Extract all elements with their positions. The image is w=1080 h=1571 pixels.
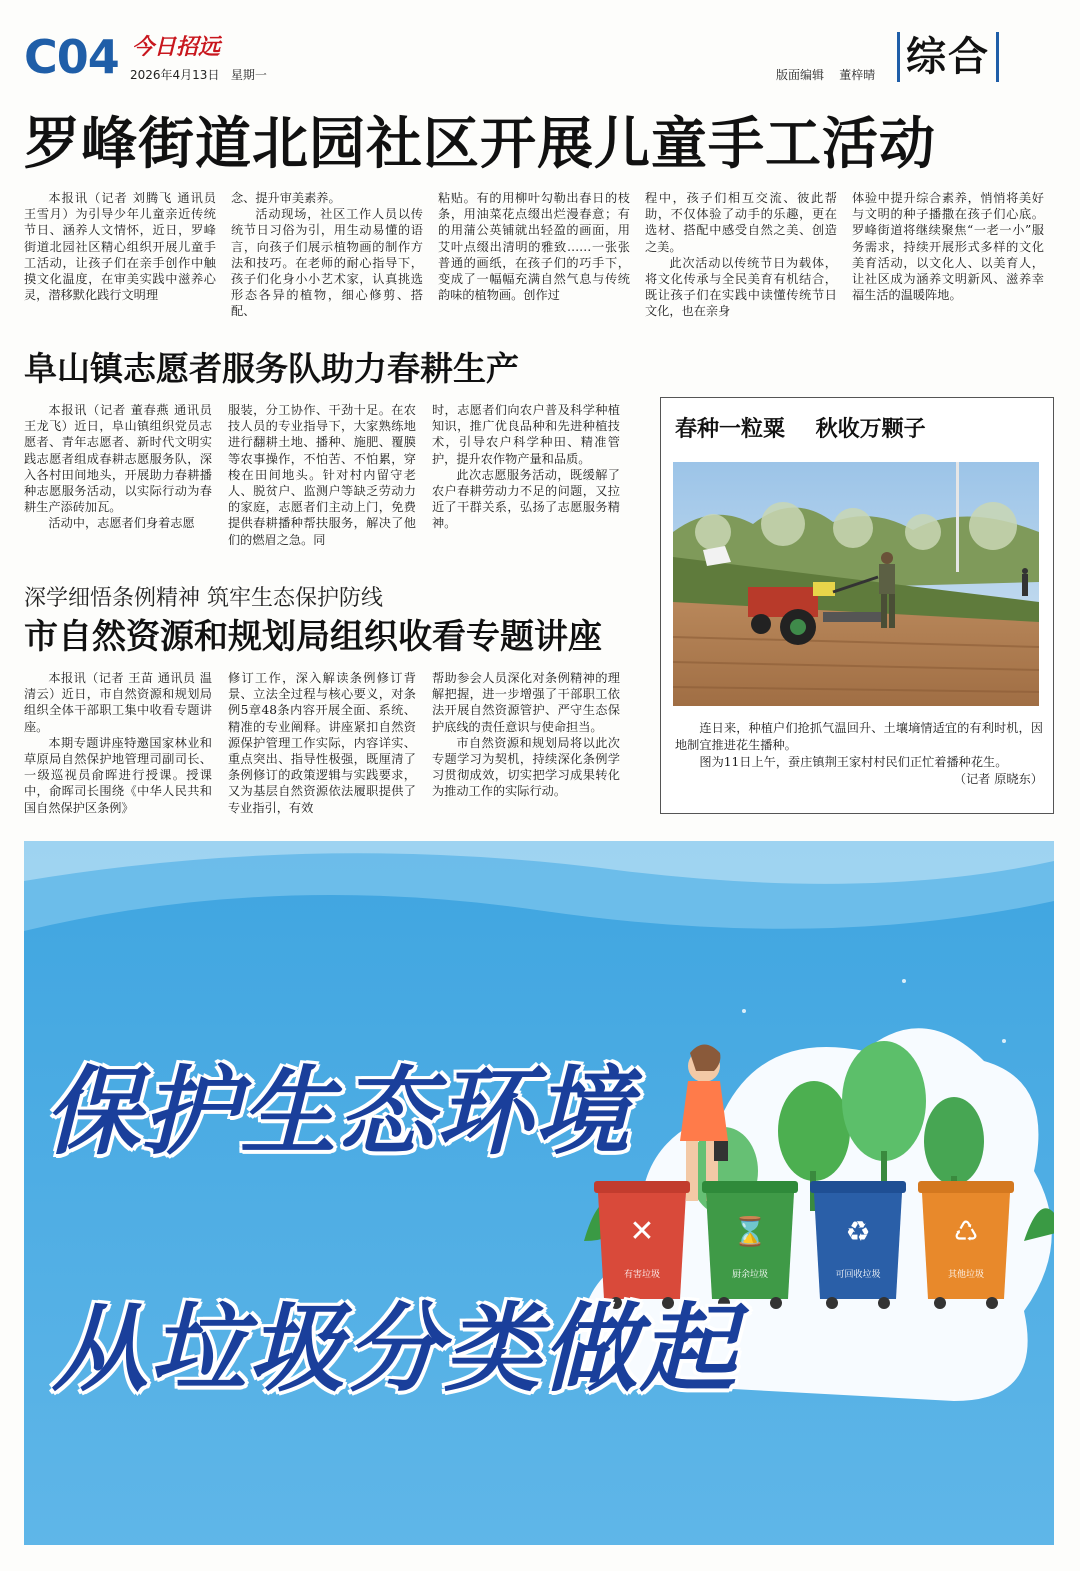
article1-column-1 <box>24 190 216 322</box>
paragraph: 体验中提升综合素养，悄悄将美好与文明的种子播撒在孩子们心底。罗峰街道将继续聚焦“一老一小”服务需求，持续开展形式多样的文化美育活动，以文化人、以美育人，让社区成为涵养文明新风、滋养幸福生活的温暖阵地。 <box>852 191 1044 303</box>
paragraph: 本报讯（记者 董春燕 通讯员 王龙飞）近日，阜山镇组织党员志愿者、青年志愿者、新时代文明实践志愿者组成春耕志愿服务队，深入各村田间地头，开展助力春耕播种志愿服务活动，以实际行动为春耕生产添砖加瓦。 <box>24 403 212 515</box>
article1-column-3 <box>438 190 630 322</box>
paragraph: 修订工作，深入解读条例修订背景、立法全过程与核心要义，对条例5章48条内容开展全面、系统、精准的专业阐释。讲座紧扣自然资源保护管理工作实际，内容详实、重点突出、指导性极强，既厘清了条例修订的政策逻辑与实践要求，又为基层自然资源依法履职提供了专业指引，有效 <box>228 671 416 815</box>
svg-text:♻: ♻ <box>845 1215 871 1248</box>
photo-caption <box>675 720 1043 788</box>
paragraph: 粘贴。有的用柳叶勾勒出春日的枝条，用油菜花点缀出烂漫春意；有的用蒲公英铺就出轻盈的画面，用艾叶点缀出清明的雅致……一张张普通的画纸，在孩子们的巧手下，变成了一幅幅充满自然气息与传统韵味的植物画。创作过 <box>438 191 630 303</box>
article1-title: 罗峰街道北园社区开展儿童手工活动 <box>24 112 936 177</box>
paragraph: 时，志愿者们向农户普及科学种植知识，推广优良品种和先进种植技术，引导农户科学种田、精准管护，提升农作物产量和品质。 <box>432 403 620 466</box>
paragraph: 本报讯（记者 刘腾飞 通讯员 王雪月）为引导少年儿童亲近传统节日、涵养人文情怀，近日，罗峰街道北园社区精心组织开展儿童手工活动，让孩子们在亲手创作中触摸文化温度，在审美实践中滋养心灵，潜移默化践行文明理 <box>24 191 216 303</box>
paragraph: 本期专题讲座特邀国家林业和草原局自然保护地管理司副司长、一级巡视员俞晖进行授课。授课中，俞晖司长围绕《中华人民共和国自然保护区条例》 <box>24 735 212 815</box>
eco-poster <box>24 841 1054 1545</box>
bin-other <box>918 1181 1014 1309</box>
bin-label: 有害垃圾 <box>623 1270 661 1280</box>
paragraph: 程中，孩子们相互交流、彼此帮助，不仅体验了动手的乐趣，更在选材、搭配中感受自然之美、创造之美。 <box>645 191 837 254</box>
bin-label: 可回收垃圾 <box>835 1270 881 1280</box>
issue-weekday: 星期一 <box>230 68 267 82</box>
photo-news-box <box>660 397 1054 814</box>
farming-photo <box>673 462 1039 706</box>
section-marker <box>897 32 999 82</box>
caption-paragraph: 图为11日上午，蚕庄镇荆王家村村民们正忙着播种花生。 <box>699 755 1008 769</box>
article3-column-3 <box>432 670 620 822</box>
poster-slogan-line1: 保护生态环境 <box>44 1056 632 1168</box>
article3-kicker: 深学细悟条例精神 筑牢生态保护防线 <box>24 586 383 611</box>
article2-column-1 <box>24 402 212 552</box>
article2-column-2 <box>228 402 416 552</box>
editor-line <box>776 66 875 83</box>
editor-name: 董梓晴 <box>839 68 876 82</box>
date-line <box>130 66 267 83</box>
paragraph: 活动现场，社区工作人员以传统节日习俗为引，用生动易懂的语言，向孩子们展示植物画的制作方法和技巧。在老师的耐心指导下，孩子们化身小小艺术家，认真挑选形态各异的植物，细心修剪、搭配、 <box>231 207 423 319</box>
article1-column-4 <box>645 190 837 322</box>
issue-date: 2026年4月13日 <box>130 68 220 82</box>
paragraph: 念、提升审美素养。 <box>231 191 341 205</box>
paragraph: 活动中，志愿者们身着志愿 <box>48 516 195 531</box>
poster-slogan-line2: 从垃圾分类做起 <box>52 1293 738 1405</box>
caption-paragraph: 连日来，种植户们抢抓气温回升、土壤墒情适宜的有利时机，因地制宜推进花生播种。 <box>675 721 1043 752</box>
photo-credit: （记者 原晓东） <box>953 772 1043 786</box>
article2-title: 阜山镇志愿者服务队助力春耕生产 <box>24 349 519 388</box>
bin-recyclable <box>810 1181 906 1309</box>
article1-column-5 <box>852 190 1044 322</box>
paragraph: 本报讯（记者 王苗 通讯员 温清云）近日，市自然资源和规划局组织全体干部职工集中收看专题讲座。 <box>24 671 212 734</box>
article3-title: 市自然资源和规划局组织收看专题讲座 <box>24 617 602 657</box>
paragraph: 市自然资源和规划局将以此次专题学习为契机，持续深化条例学习贯彻成效，切实把学习成果转化为推动工作的实际行动。 <box>432 735 620 799</box>
article2-column-3 <box>432 402 620 552</box>
paragraph: 帮助参会人员深化对条例精神的理解把握，进一步增强了干部职工依法开展自然资源管护、严守生态保护底线的责任意识与使命担当。 <box>432 671 620 734</box>
bin-label: 其他垃圾 <box>947 1270 985 1280</box>
paragraph: 此次志愿服务活动，既缓解了农户春耕劳动力不足的问题，又拉近了干群关系，弘扬了志愿服务精神。 <box>432 467 620 531</box>
article3-column-1 <box>24 670 212 822</box>
svg-text:✕: ✕ <box>629 1214 655 1249</box>
bin-label: 厨余垃圾 <box>731 1270 769 1280</box>
paragraph: 服装，分工协作、干劲十足。在农技人员的专业指导下，大家熟练地进行翻耕土地、播种、施肥、覆膜等农事操作，不怕苦、不怕累，穿梭在田间地头。针对村内留守老人、脱贫户、监测户等缺乏劳动力的家庭，志愿者们主动上门，免费提供春耕播种帮扶服务，解决了他们的燃眉之急。同 <box>228 403 416 547</box>
article3-column-2 <box>228 670 416 822</box>
svg-text:♺: ♺ <box>953 1215 979 1248</box>
newspaper-logo: 今日招远 <box>132 34 221 60</box>
farming-photo-illustration <box>673 462 1039 706</box>
page-number: C04 <box>24 30 119 84</box>
paragraph: 此次活动以传统节日为载体，将文化传承与全民美育有机结合，既让孩子们在实践中读懂传统节日文化，也在亲身 <box>645 255 837 319</box>
editor-label: 版面编辑 <box>776 68 825 82</box>
article1-column-2 <box>231 190 423 322</box>
svg-text:⌛: ⌛ <box>732 1215 768 1248</box>
photo-news-title: 春种一粒粟 秋收万颗子 <box>675 417 926 442</box>
section-title: 综合 <box>906 34 990 80</box>
